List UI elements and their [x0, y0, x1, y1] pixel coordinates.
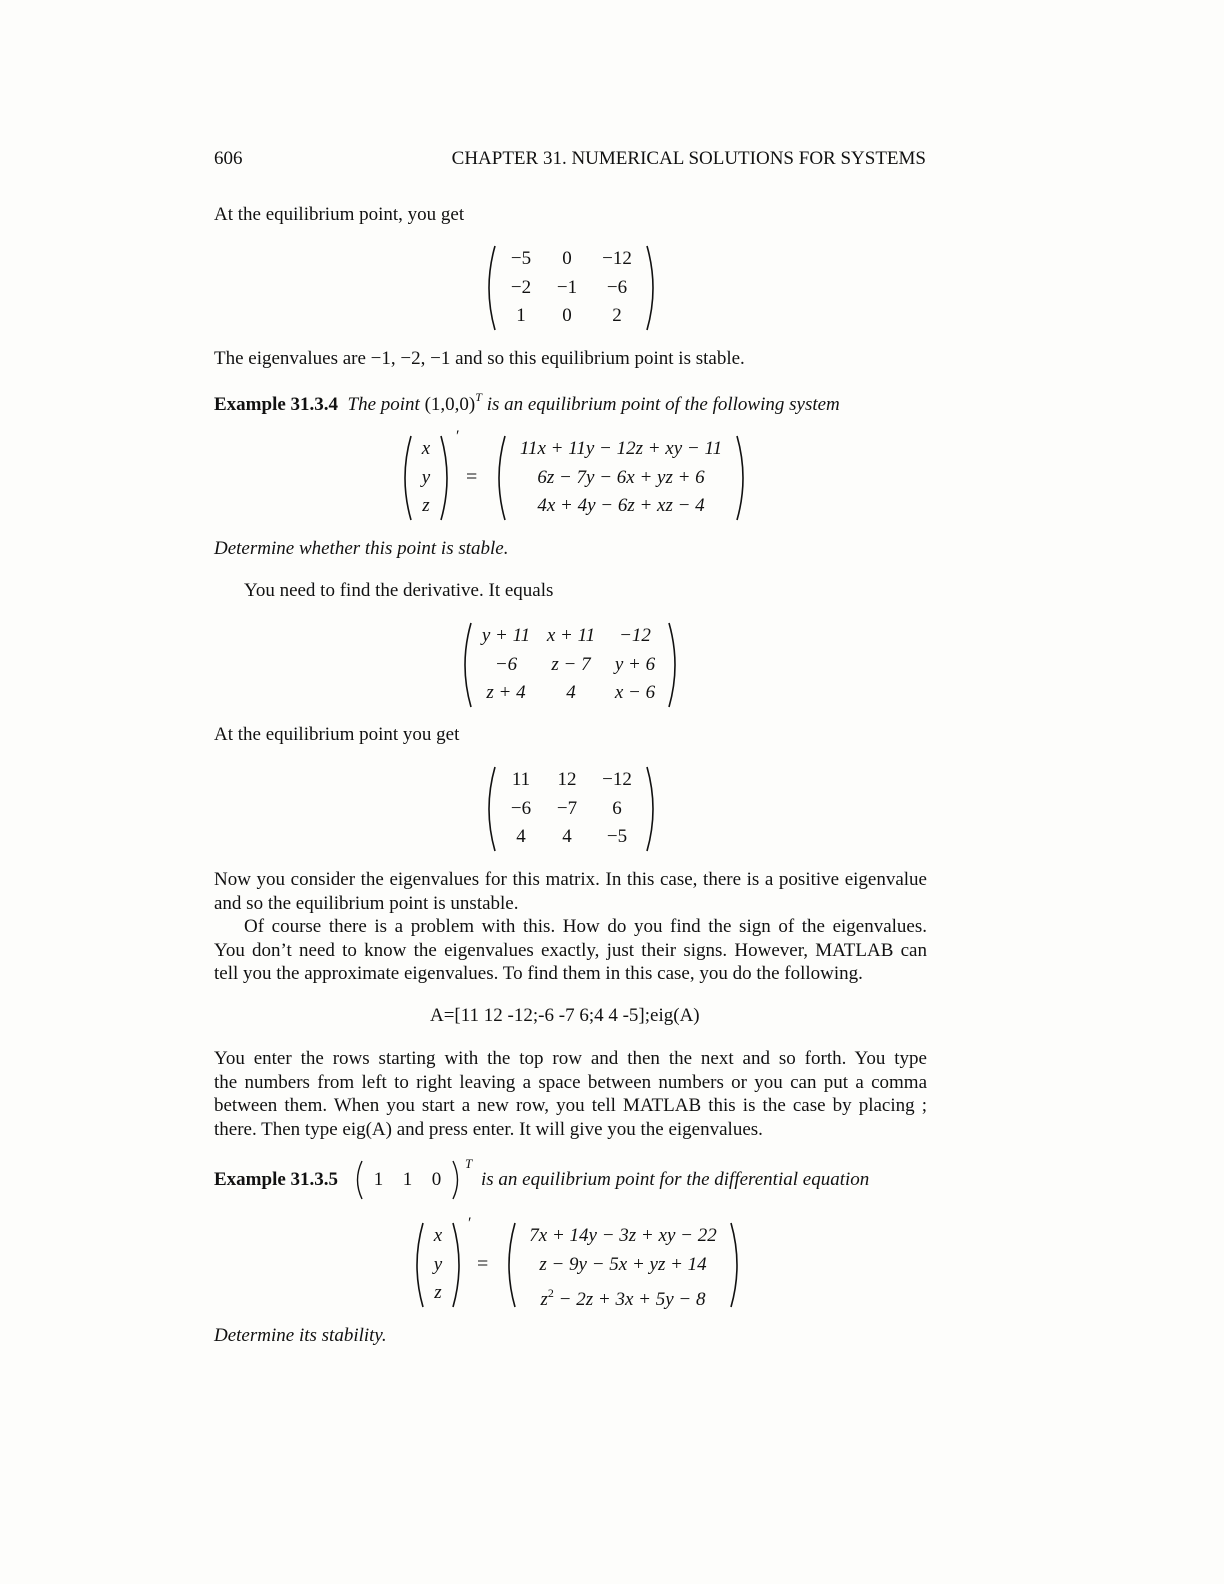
statement-pre: The point: [347, 394, 420, 415]
equilibrium-matrix: [482, 245, 660, 331]
matrix-cell: 0: [562, 305, 572, 327]
transpose-mark: T: [465, 1156, 473, 1171]
evaluated-matrix: [482, 766, 660, 852]
state-vector-1: [398, 435, 454, 521]
matrix-cell: −6: [510, 797, 532, 819]
jacobian-cell: x − 6: [614, 682, 656, 704]
text-line: between them. When you start a new row, you tell MATLAB this is the case by placing ;: [214, 1095, 927, 1117]
matrix-cell: 11: [511, 769, 531, 790]
rhs-row: 4x + 4y − 6z + xz − 4: [537, 495, 705, 517]
rhs-row: 7x + 14y − 3z + xy − 22: [529, 1225, 717, 1247]
derivative-intro: You need to find the derivative. It equals: [244, 580, 554, 601]
stability-question: Determine its stability.: [214, 1325, 387, 1346]
matrix-cell: 1: [516, 305, 526, 327]
rhs-exponent: 2: [547, 1286, 554, 1301]
eigenvalues-statement: The eigenvalues are −1, −2, −1 and so this equilibrium point is stable.: [214, 348, 745, 369]
text-line: tell you the approximate eigenvalues. To find them in this case, you do the following.: [214, 963, 863, 985]
jacobian-cell: 4: [566, 682, 576, 704]
text-line: and so the equilibrium point is unstable.: [214, 892, 519, 914]
state-variable: x: [421, 438, 431, 460]
example-question: Determine whether this point is stable.: [214, 538, 509, 559]
intro-text: At the equilibrium point, you get: [214, 204, 465, 225]
at-equilibrium-text: At the equilibrium point you get: [214, 724, 460, 745]
text-line: You don’t need to know the eigenvalues exactly, just their signs. However, MATLAB can: [214, 939, 927, 961]
example-31-3-5-label: Example 31.3.5: [214, 1169, 339, 1190]
jacobian-cell: x + 11: [546, 625, 596, 646]
matrix-cell: −7: [556, 797, 578, 819]
text-line: the numbers from left to right leaving a space between numbers or you can put a comma: [214, 1071, 927, 1093]
matrix-cell: −2: [510, 276, 532, 298]
state-variable: y: [433, 1253, 443, 1275]
matrix-cell: 2: [612, 305, 622, 327]
matrix-cell: −6: [606, 276, 628, 298]
right-paren: [644, 245, 660, 331]
text-line: there. Then type eig(A) and press enter. It will give you the eigenvalues.: [214, 1118, 763, 1140]
matrix-cell: −5: [606, 826, 628, 848]
jacobian-cell: z + 4: [486, 682, 526, 704]
matrix-cell: −1: [556, 276, 578, 298]
jacobian-cell: y + 11: [481, 625, 531, 646]
matrix-cell: −12: [602, 248, 632, 269]
matlab-instructions: [214, 1047, 927, 1141]
vector-entry: 1: [373, 1169, 384, 1190]
equals-sign: =: [477, 1253, 489, 1275]
matrix-cell: −12: [602, 769, 632, 790]
jacobian-matrix: [458, 622, 682, 708]
rhs-base: z: [540, 1289, 548, 1311]
jacobian-cell: y + 6: [614, 653, 656, 675]
rhs-row: 11x + 11y − 12z + xy − 11: [519, 438, 723, 460]
equilibrium-point: (1,0,0): [424, 394, 476, 415]
text-line: You enter the rows starting with the top row and then the next and so forth. You type: [214, 1048, 927, 1069]
equals-sign: =: [466, 466, 478, 488]
rhs-row: 6z − 7y − 6x + yz + 6: [537, 466, 705, 488]
rhs-row: [518, 1279, 728, 1311]
transpose-mark: T: [475, 390, 482, 404]
statement-post: is an equilibrium point of the following system: [486, 394, 840, 415]
matrix-cell: 0: [562, 248, 572, 269]
rhs-row: z − 9y − 5x + yz + 14: [539, 1253, 707, 1275]
text-line: Now you consider the eigenvalues for this matrix. In this case, there is a positive eigenvalue: [214, 869, 927, 890]
equilibrium-row-vector: [352, 1160, 463, 1200]
matrix-cell: 12: [557, 769, 577, 790]
matrix-cell: 6: [612, 797, 622, 819]
running-title: CHAPTER 31. NUMERICAL SOLUTIONS FOR SYSTEMS: [451, 148, 926, 169]
system-rhs-1: [492, 435, 750, 521]
state-variable: z: [422, 495, 430, 517]
rhs-rest: − 2z + 3x + 5y − 8: [553, 1289, 706, 1311]
left-paren: [482, 245, 498, 331]
statement-post: is an equilibrium point for the differential equation: [481, 1169, 870, 1190]
matlab-command: A=[11 12 -12;-6 -7 6;4 4 -5];eig(A): [430, 1005, 700, 1026]
jacobian-cell: −6: [494, 653, 518, 675]
prime-mark: ′: [456, 428, 460, 445]
prime-mark: ′: [468, 1215, 472, 1232]
eigenvalue-discussion: [214, 868, 927, 986]
matrix-cell: 4: [562, 826, 572, 848]
state-variable: y: [421, 466, 431, 488]
vector-entry: 0: [431, 1169, 442, 1190]
vector-entry: 1: [402, 1169, 413, 1190]
text-line: Of course there is a problem with this. How do you find the sign of the eigenvalues.: [244, 916, 927, 938]
matrix-cell: −5: [510, 248, 532, 269]
jacobian-cell: −12: [619, 625, 651, 646]
jacobian-cell: z − 7: [551, 653, 591, 675]
state-variable: x: [433, 1225, 443, 1247]
page-number: 606: [214, 148, 243, 169]
state-vector-2: [410, 1222, 466, 1308]
state-variable: z: [434, 1282, 442, 1304]
matrix-cell: 4: [516, 826, 526, 848]
example-label: Example 31.3.4: [214, 394, 339, 415]
example-31-3-4-heading: [214, 390, 840, 416]
system-rhs-2: [502, 1222, 744, 1311]
